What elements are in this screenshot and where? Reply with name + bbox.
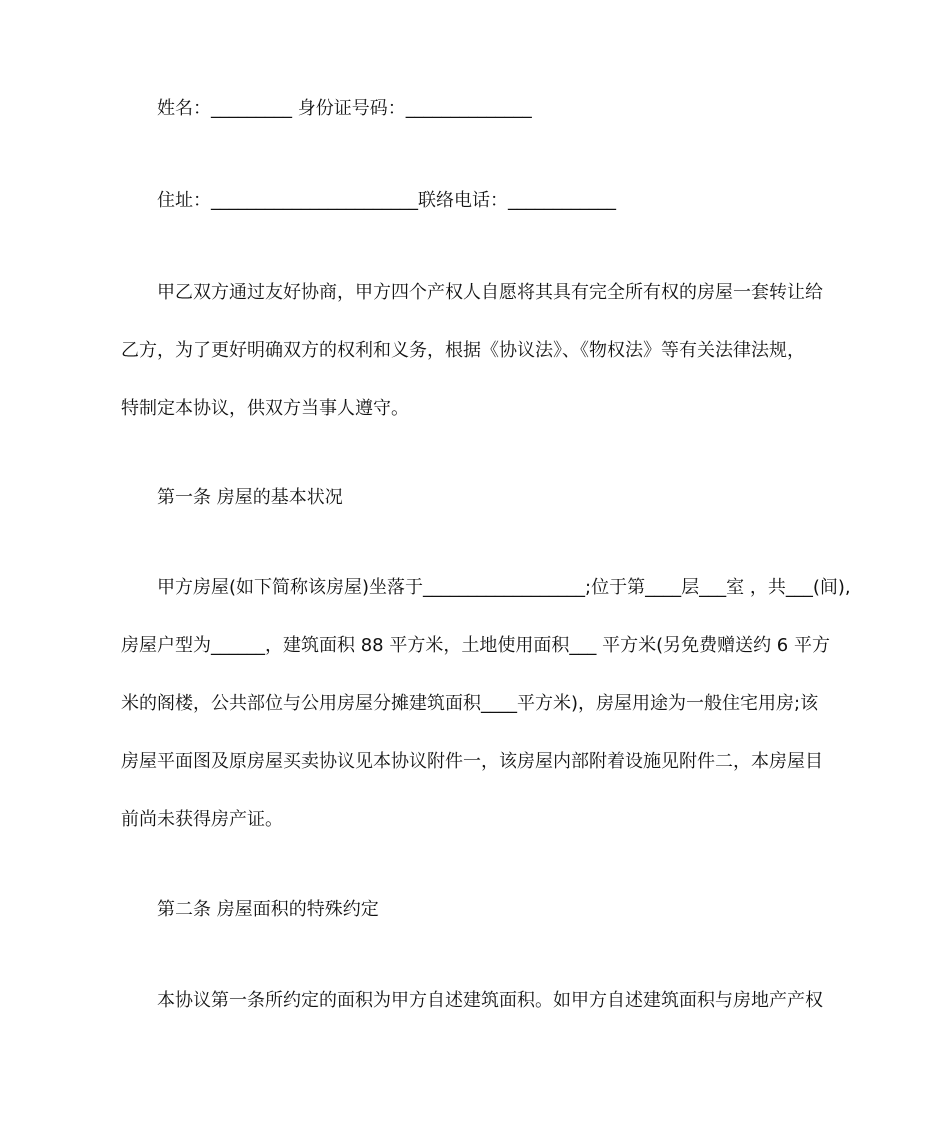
article-1-heading: 第一条 房屋的基本状况 xyxy=(157,487,343,508)
article-2-heading: 第二条 房屋面积的特殊约定 xyxy=(157,899,379,920)
name-id-line: 姓名：_________ 身份证号码：______________ xyxy=(157,98,532,119)
article-1-line-4: 房屋平面图及原房屋买卖协议见本协议附件一，该房屋内部附着设施见附件二，本房屋目 xyxy=(121,751,823,772)
preamble-line-3: 特制定本协议，供双方当事人遵守。 xyxy=(121,398,409,419)
article-1-line-1: 甲方房屋(如下简称该房屋)坐落于__________________;位于第____层___室 ，共___(间), xyxy=(157,577,851,598)
preamble-line-2: 乙方，为了更好明确双方的权利和义务，根据《协议法》、《物权法》等有关法律法规， xyxy=(121,340,805,361)
article-1-line-2: 房屋户型为______，建筑面积 88 平方米，土地使用面积___ 平方米(另免费赠送约 6 平方 xyxy=(121,635,830,656)
article-2-line-1: 本协议第一条所约定的面积为甲方自述建筑面积。如甲方自述建筑面积与房地产产权 xyxy=(157,990,823,1011)
preamble-line-1: 甲乙双方通过友好协商，甲方四个产权人自愿将其具有完全所有权的房屋一套转让给 xyxy=(157,282,823,303)
article-1-line-3: 米的阁楼，公共部位与公用房屋分摊建筑面积____平方米)，房屋用途为一般住宅用房;该 xyxy=(121,693,819,714)
address-phone-line: 住址：_______________________联络电话：____________ xyxy=(157,190,616,211)
article-1-line-5: 前尚未获得房产证。 xyxy=(121,809,283,830)
